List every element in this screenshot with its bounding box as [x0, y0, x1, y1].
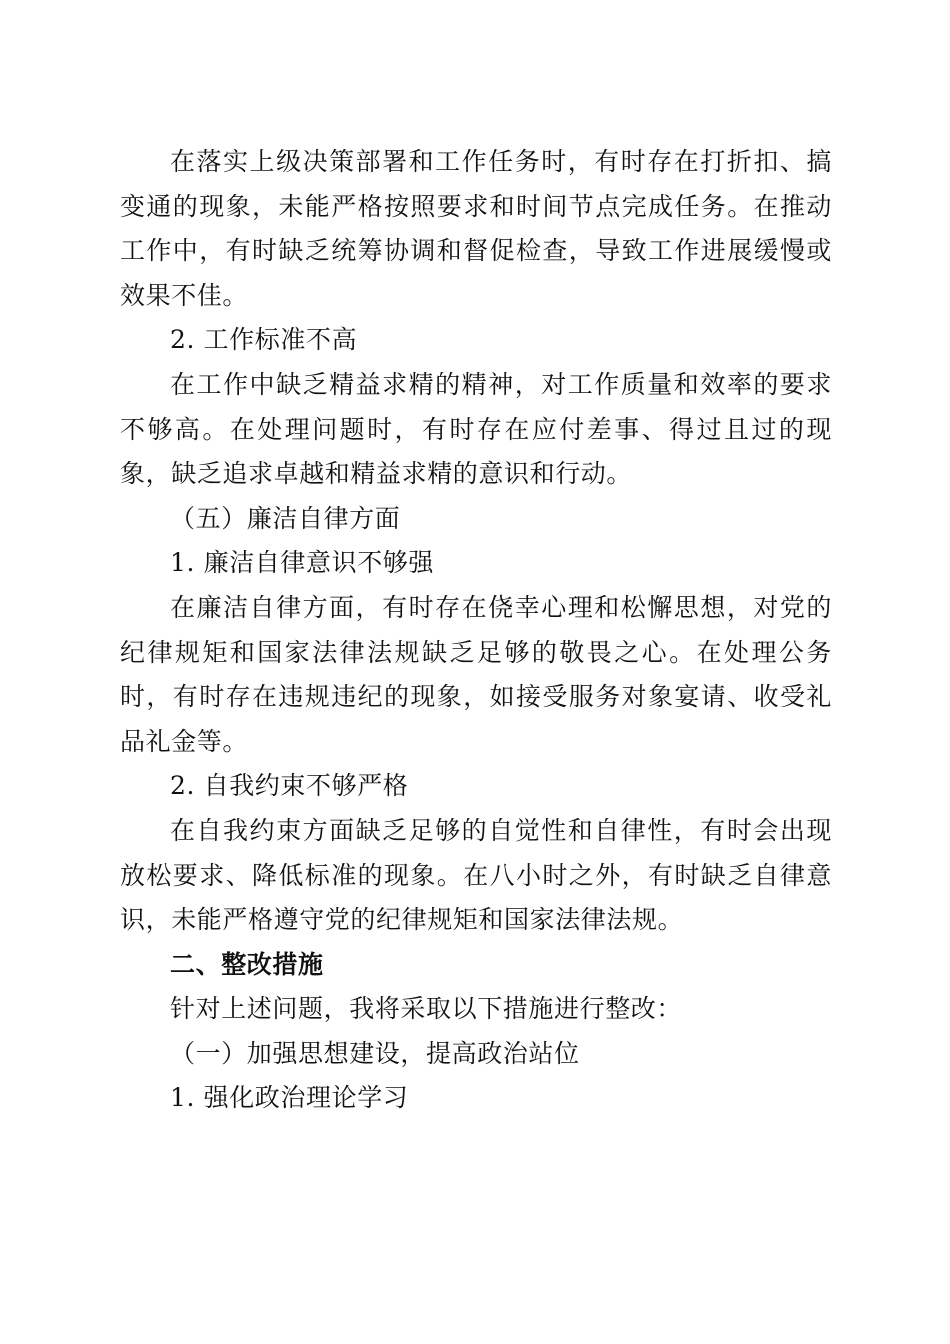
subsection-heading-ideology: （一）加强思想建设，提高政治站位 — [170, 1038, 580, 1068]
subheading-work-standard: 2. 工作标准不高 — [170, 325, 358, 355]
paragraph-rectification-intro: 针对上述问题，我将采取以下措施进行整改： — [170, 994, 683, 1024]
section-heading-integrity: （五）廉洁自律方面 — [170, 503, 401, 533]
paragraph-implementation: 在落实上级决策部署和工作任务时，有时存在打折扣、搞变通的现象，未能严格按照要求和时间节点完成任务。在推动工作中，有时缺乏统筹协调和督促检查，导致工作进展缓慢或效果不佳。 — [120, 147, 832, 310]
paragraph-work-standard: 在工作中缺乏精益求精的精神，对工作质量和效率的要求不够高。在处理问题时，有时存在应付差事、得过且过的现象，缺乏追求卓越和精益求精的意识和行动。 — [120, 369, 832, 489]
paragraph-self-restraint: 在自我约束方面缺乏足够的自觉性和自律性，有时会出现放松要求、降低标准的现象。在八小时之外，有时缺乏自律意识，未能严格遵守党的纪律规矩和国家法律法规。 — [120, 815, 832, 935]
paragraph-integrity-awareness: 在廉洁自律方面，有时存在侥幸心理和松懈思想，对党的纪律规矩和国家法律法规缺乏足够的敬畏之心。在处理公务时，有时存在违规违纪的现象，如接受服务对象宴请、收受礼品礼金等。 — [120, 592, 832, 756]
subheading-self-restraint: 2. 自我约束不够严格 — [170, 771, 409, 801]
subheading-integrity-awareness: 1. 廉洁自律意识不够强 — [170, 548, 435, 578]
subheading-political-study: 1. 强化政治理论学习 — [170, 1083, 409, 1113]
document-body — [120, 140, 832, 1121]
section-heading-rectification: 二、整改措施 — [170, 949, 324, 979]
